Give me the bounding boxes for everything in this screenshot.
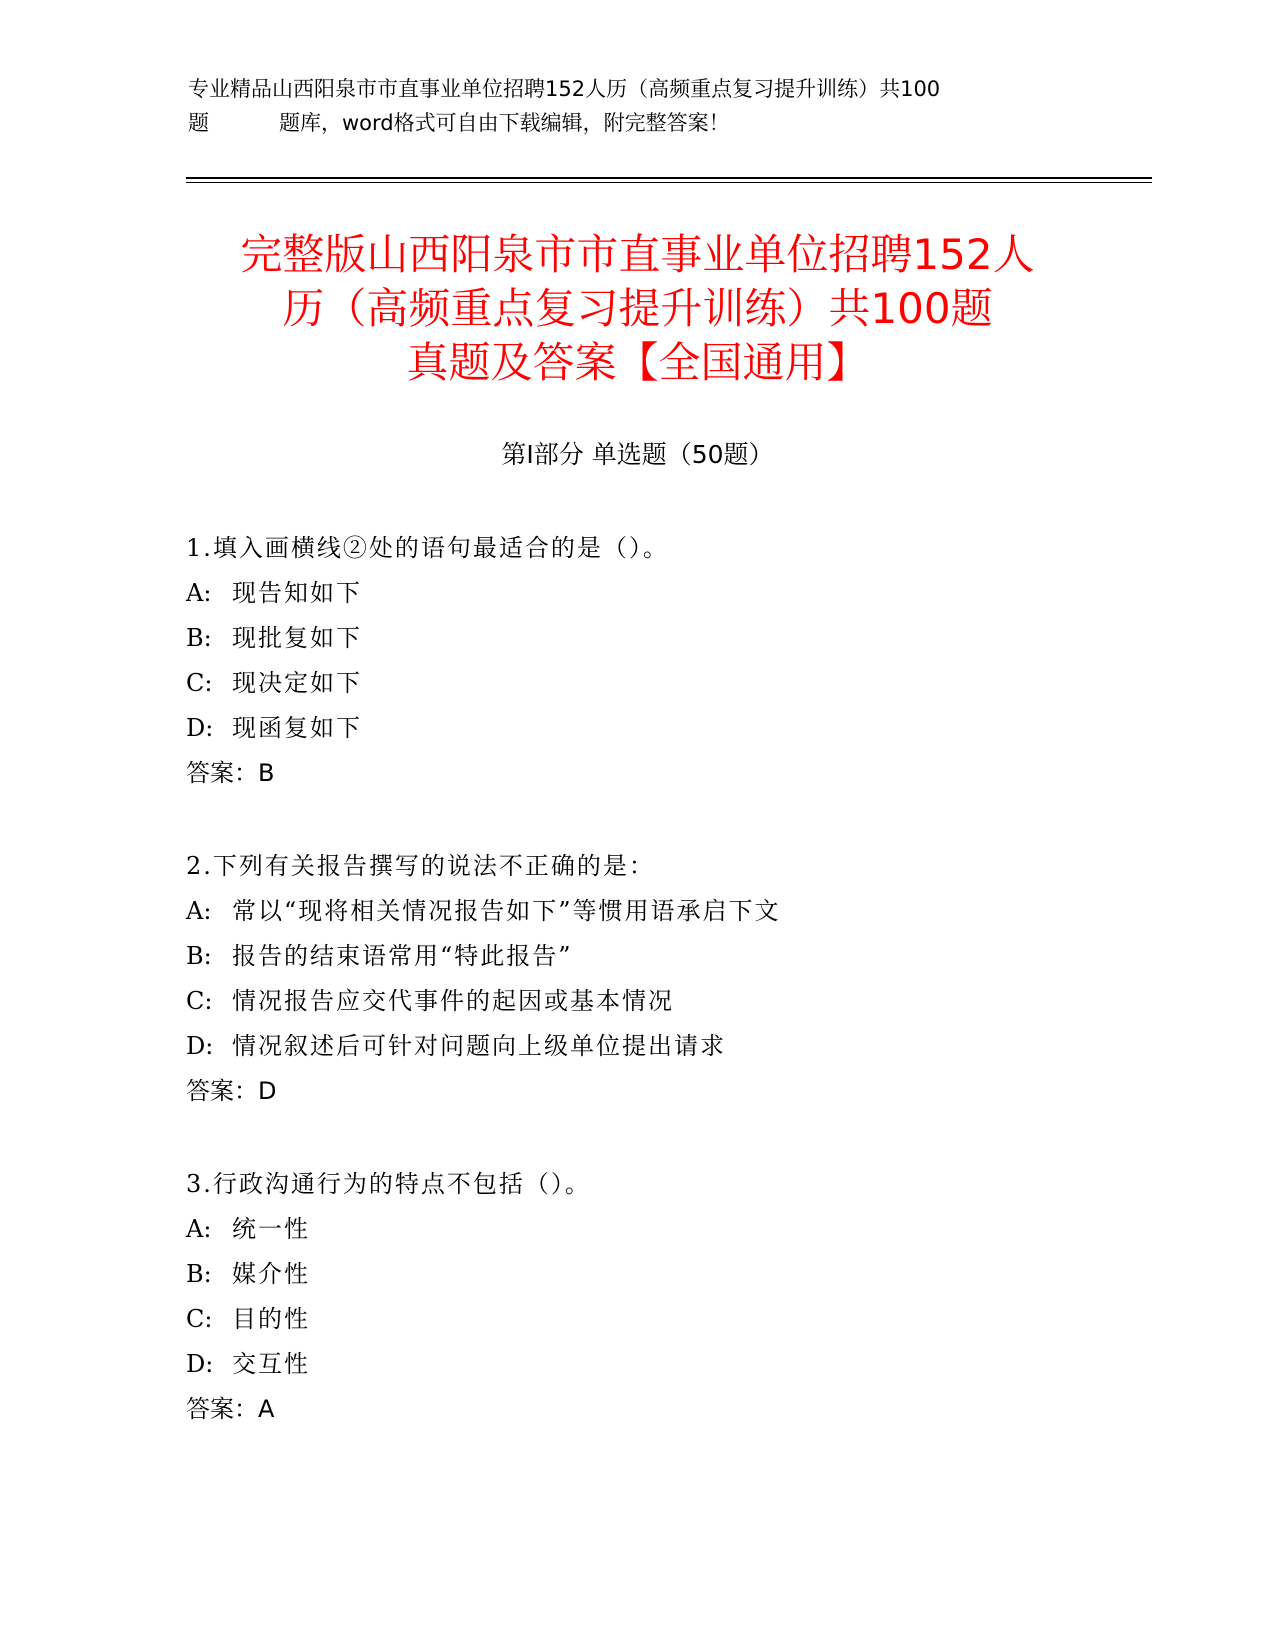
option-b xyxy=(186,1252,1146,1297)
option-c xyxy=(186,1297,1146,1342)
option-letter: D: xyxy=(186,1350,214,1378)
option-letter: C: xyxy=(186,1305,213,1333)
option-letter: B: xyxy=(186,1260,212,1288)
header-line-2-left: 题 xyxy=(188,111,209,135)
option-text: 媒介性 xyxy=(232,1260,310,1288)
title-line-2: 历（高频重点复习提升训练）共100题 xyxy=(282,284,993,333)
option-text: 现函复如下 xyxy=(232,714,362,742)
option-letter: A: xyxy=(186,1215,212,1243)
option-a xyxy=(186,889,1146,934)
question-3 xyxy=(186,1162,1146,1432)
option-letter: A: xyxy=(186,579,212,607)
option-text: 现批复如下 xyxy=(232,624,362,652)
option-text: 常以“现将相关情况报告如下”等惯用语承启下文 xyxy=(232,897,781,925)
answer: 答案：D xyxy=(186,1077,277,1105)
header-line-2 xyxy=(188,106,1088,140)
title-line-1: 完整版山西阳泉市市直事业单位招聘152人 xyxy=(240,230,1035,279)
option-text: 统一性 xyxy=(232,1215,310,1243)
title-line-3: 真题及答案【全国通用】 xyxy=(406,338,869,387)
option-text: 目的性 xyxy=(232,1305,310,1333)
option-letter: D: xyxy=(186,714,214,742)
option-d xyxy=(186,1342,1146,1387)
option-letter: C: xyxy=(186,669,213,697)
option-text: 情况报告应交代事件的起因或基本情况 xyxy=(232,987,674,1015)
option-c xyxy=(186,661,1146,706)
option-letter: B: xyxy=(186,942,212,970)
option-letter: B: xyxy=(186,624,212,652)
question-1 xyxy=(186,526,1146,796)
option-text: 情况叙述后可针对问题向上级单位提出请求 xyxy=(232,1032,726,1060)
option-d xyxy=(186,706,1146,751)
option-d xyxy=(186,1024,1146,1069)
document-header xyxy=(188,72,1088,140)
question-stem: 3.行政沟通行为的特点不包括（）。 xyxy=(186,1170,591,1198)
option-c xyxy=(186,979,1146,1024)
question-list xyxy=(186,526,1146,1480)
question-stem: 1.填入画横线②处的语句最适合的是（）。 xyxy=(186,534,669,562)
option-text: 报告的结束语常用“特此报告” xyxy=(232,942,573,970)
option-a xyxy=(186,571,1146,616)
option-text: 现决定如下 xyxy=(232,669,362,697)
option-letter: A: xyxy=(186,897,212,925)
answer: 答案：B xyxy=(186,759,275,787)
header-line-2-right: 题库，word格式可自由下载编辑，附完整答案！ xyxy=(279,111,730,135)
option-text: 现告知如下 xyxy=(232,579,362,607)
question-2 xyxy=(186,844,1146,1114)
option-letter: C: xyxy=(186,987,213,1015)
header-rule-thin xyxy=(186,182,1152,183)
section-title: 第I部分 单选题（50题） xyxy=(501,440,774,469)
answer: 答案：A xyxy=(186,1395,275,1423)
option-a xyxy=(186,1207,1146,1252)
header-line-1: 专业精品山西阳泉市市直事业单位招聘152人历（高频重点复习提升训练）共100 xyxy=(188,77,941,101)
question-stem: 2.下列有关报告撰写的说法不正确的是： xyxy=(186,852,655,880)
document-title xyxy=(150,228,1125,390)
option-b xyxy=(186,616,1146,661)
option-letter: D: xyxy=(186,1032,214,1060)
header-rule-thick xyxy=(186,177,1152,179)
option-b xyxy=(186,934,1146,979)
option-text: 交互性 xyxy=(232,1350,310,1378)
